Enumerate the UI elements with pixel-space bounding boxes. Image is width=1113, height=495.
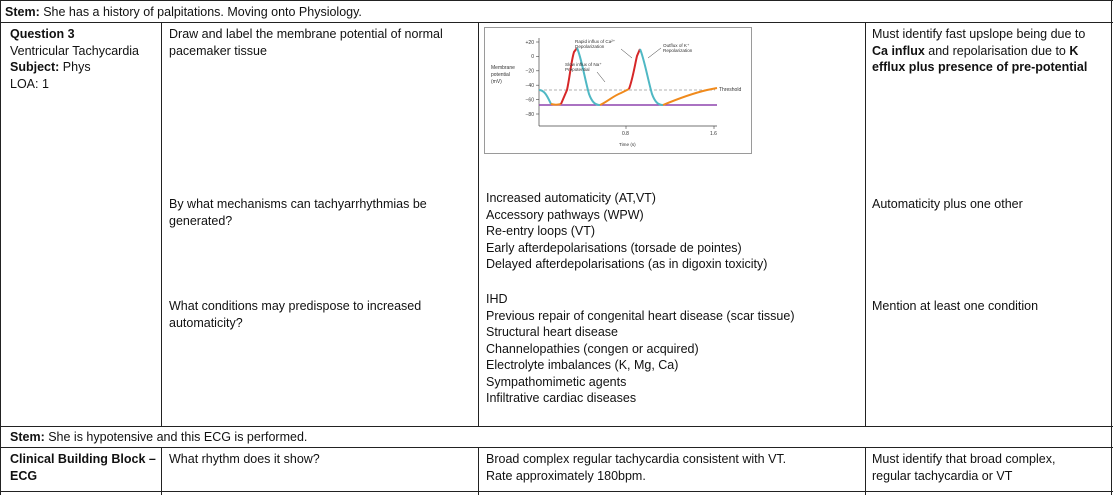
mark-scheme-text: and repolarisation due to: [924, 43, 1070, 58]
y-axis-label: (mV): [491, 79, 502, 85]
x-tick-label: 0.8: [622, 131, 629, 137]
answer-line: Structural heart disease: [486, 325, 619, 339]
depolarization-trace: [561, 48, 577, 104]
repolarization-trace: [640, 49, 663, 105]
mark-scheme: [872, 451, 1055, 484]
answer-line: Accessory pathways (WPW): [486, 207, 644, 222]
repolarization-trace: [539, 90, 551, 104]
answer-line: Rate approximately 180bpm.: [486, 468, 646, 483]
table-divider: [0, 491, 1113, 492]
subject-label: Subject:: [10, 60, 60, 74]
annotation-pointer: [648, 48, 661, 58]
question-text: [169, 26, 443, 59]
answer-line: IHD: [486, 292, 508, 306]
column-divider: [478, 447, 479, 495]
membrane-potential-figure: [484, 27, 752, 154]
answer-line: Early afterdepolarisations (torsade de pointes): [486, 240, 742, 255]
y-tick-label: −60: [525, 97, 534, 104]
question-line: pacemaker tissue: [169, 43, 267, 58]
question-info: [10, 26, 139, 92]
table-border-right: [1111, 0, 1112, 495]
question-title: Question 3: [10, 27, 75, 41]
mark-scheme-bold-text: efflux plus presence of pre-potential: [872, 60, 1088, 74]
annotation-pointer: [621, 49, 632, 58]
question-text: [169, 451, 320, 468]
depolarization-trace: [629, 49, 640, 89]
mark-scheme-line: [872, 43, 1087, 60]
prepotential-trace: [663, 88, 717, 105]
x-tick-label: 1.6: [710, 131, 717, 137]
mark-scheme: [872, 196, 1023, 213]
y-tick-label: 0: [531, 54, 534, 61]
mark-scheme-line: [872, 59, 1087, 76]
subject-value: Phys: [59, 60, 91, 74]
column-divider: [161, 447, 162, 495]
stem-text: She has a history of palpitations. Moving onto Physiology.: [39, 5, 362, 19]
mark-scheme-text: Must identify fast upslope being due to: [872, 27, 1086, 41]
mark-scheme-line: Mention at least one condition: [872, 299, 1039, 313]
answer-line: Sympathomimetic agents: [486, 374, 627, 389]
mark-scheme-line: Automaticity plus one other: [872, 197, 1023, 211]
annotation-k-outflux: Outflux of K⁺: [663, 43, 690, 48]
question-line: generated?: [169, 213, 233, 228]
annotation-k-outflux: Repolarization: [663, 48, 693, 53]
question-line: By what mechanisms can tachyarrhythmias be: [169, 197, 427, 211]
stem-row-2: [10, 429, 307, 446]
column-divider: [865, 447, 866, 495]
clinical-block: [10, 451, 156, 484]
loa-level: LOA: 1: [10, 76, 49, 91]
answer-line: Delayed afterdepolarisations (as in digoxin toxicity): [486, 257, 768, 271]
y-tick-label: +20: [525, 39, 534, 46]
answer-line: Electrolyte imbalances (K, Mg, Ca): [486, 358, 679, 372]
stem-label: Stem:: [10, 430, 45, 444]
answer-list: [486, 451, 786, 484]
column-divider: [161, 22, 162, 426]
mark-scheme: [872, 26, 1087, 76]
answer-line: Infiltrative cardiac diseases: [486, 391, 637, 405]
question-text: [169, 298, 421, 331]
answer-line: Previous repair of congenital heart disease (scar tissue): [486, 308, 795, 323]
question-text: [169, 196, 427, 229]
y-axis-label: Membrane: [491, 65, 515, 71]
table-divider: [0, 426, 1113, 427]
stem-label: Stem:: [5, 5, 40, 19]
y-axis-label: potential: [491, 72, 510, 78]
question-line: Draw and label the membrane potential of normal: [169, 27, 443, 41]
prepotential-trace: [600, 89, 629, 105]
clinical-block-line: Clinical Building Block –: [10, 452, 156, 466]
table-divider: [0, 22, 1113, 23]
column-divider: [478, 22, 479, 426]
y-tick-label: −40: [525, 83, 534, 89]
stem-row-1: [5, 4, 362, 21]
question-line: What conditions may predispose to increased: [169, 299, 422, 313]
table-border-top: [0, 0, 1113, 1]
threshold-label: Threshold: [719, 87, 742, 93]
annotation-rapid-ca: Rapid influx of Ca²⁺: [575, 39, 616, 44]
annotation-slow-na: Slow influx of Na⁺: [565, 62, 602, 67]
mark-scheme: [872, 298, 1038, 315]
x-axis-label: Time (s): [619, 142, 636, 147]
question-line: What rhythm does it show?: [169, 452, 320, 466]
answer-line: Re-entry loops (VT): [486, 224, 596, 238]
clinical-block-line: ECG: [10, 468, 38, 483]
table-divider: [0, 447, 1113, 448]
prepotential-trace: [551, 104, 561, 105]
answer-list: [486, 291, 794, 407]
mark-scheme-line: [872, 26, 1087, 43]
question-topic: Ventricular Tachycardia: [10, 43, 140, 58]
stem-text: She is hypotensive and this ECG is performed.: [44, 430, 308, 444]
table-border-left: [0, 0, 1, 495]
answer-line: Increased automaticity (AT,VT): [486, 191, 656, 205]
mark-scheme-line: Must identify that broad complex,: [872, 452, 1056, 466]
question-line: automaticity?: [169, 315, 243, 330]
repolarization-trace: [577, 48, 600, 105]
membrane-potential-chart: [485, 28, 751, 153]
mark-scheme-bold-text: K: [1069, 43, 1079, 58]
mark-scheme-line: regular tachycardia or VT: [872, 468, 1013, 483]
answer-line: Broad complex regular tachycardia consistent with VT.: [486, 452, 787, 466]
answer-list: [486, 190, 767, 273]
y-tick-label: −20: [525, 68, 534, 75]
y-tick-label: −80: [525, 111, 534, 118]
annotation-rapid-ca: Depolarization: [575, 44, 605, 49]
mark-scheme-bold-text: Ca influx: [872, 43, 925, 58]
answer-line: Channelopathies (congen or acquired): [486, 341, 699, 356]
annotation-slow-na: Prepotential: [565, 67, 590, 72]
column-divider: [865, 22, 866, 426]
annotation-pointer: [597, 72, 605, 82]
